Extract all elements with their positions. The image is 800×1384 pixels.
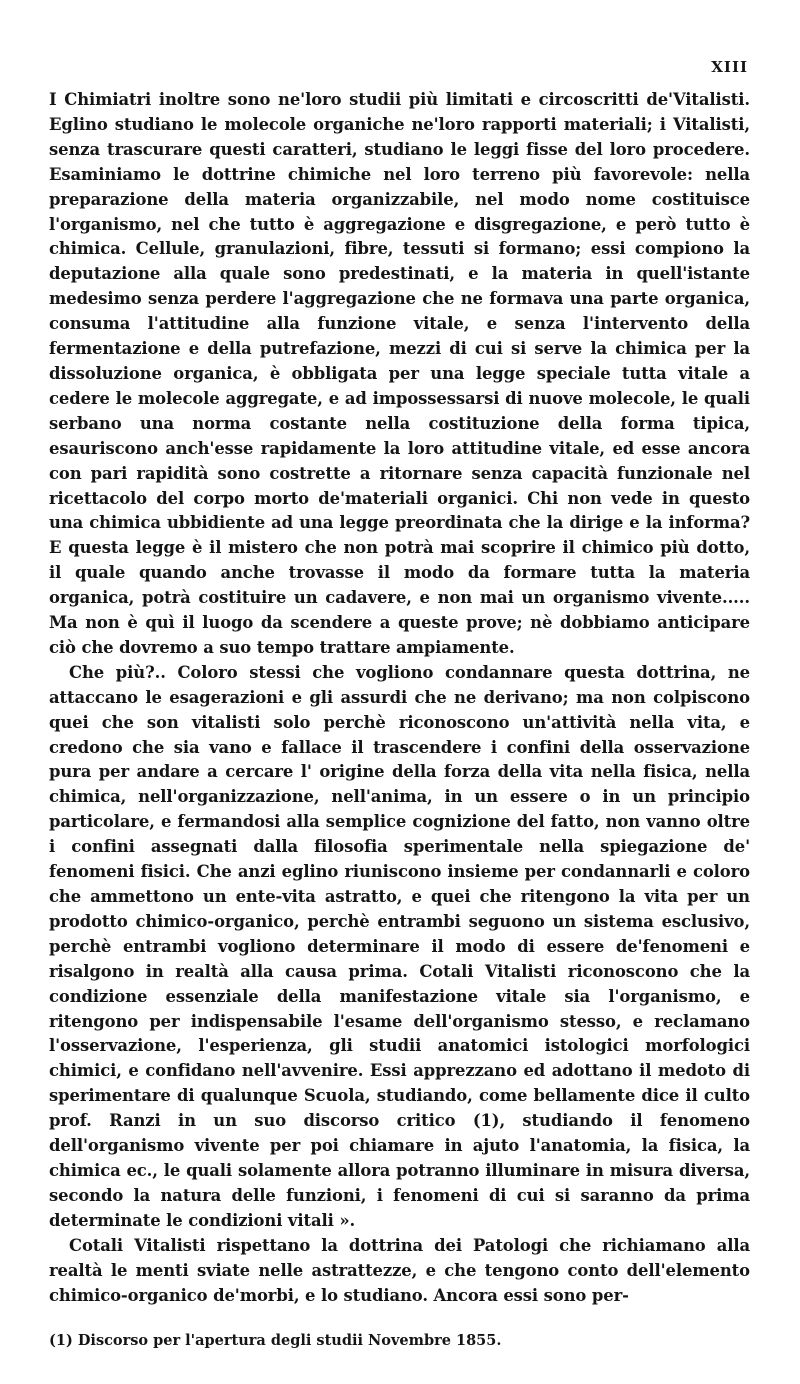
- page-number: XIII: [711, 58, 748, 76]
- paragraph-1: I Chimiatri inoltre sono ne'loro studii più limitati e circoscritti de'Vitalisti. Eglino studiano le molecole organiche ne'loro rapporti materiali; i Vitalisti, senza trascurare questi caratteri, studiano le leggi fisse del loro procedere. Esaminiamo le dottrine chimiche nel loro terreno più favorevole: nella preparazione della materia organizzabile, nel modo nome costituisce l'organismo, nel che tutto è aggregazione e disgregazione, e però tutto è chimica. Cellule, granulazioni, fibre, tessuti si formano; essi compiono la deputazione alla quale sono predestinati, e la materia in quell'istante medesimo senza perdere l'aggregazione che ne formava una parte organica, consuma l'attitudine alla funzione vitale, e senza l'intervento della fermentazione e della putrefazione, mezzi di cui si serve la chimica per la dissoluzione organica, è obbligata per una legge speciale tutta vitale a cedere le molecole aggregate, e ad impossessarsi di nuove molecole, le quali serbano una norma costante nella costituzione della forma tipica, esauriscono anch'esse rapidamente la loro attitudine vitale, ed esse ancora con pari rapidità sono costrette a ritornare senza capacità funzionale nel ricettacolo del corpo morto de'materiali organici. Chi non vede in questo una chimica ubbidiente ad una legge preordinata che la dirige e la informa? E questa legge è il mistero che non potrà mai scoprire il chimico più dotto, il quale quando anche trovasse il modo da formare tutta la materia organica, potrà costituire un cadavere, e non mai un organismo vivente..... Ma non è quì il luogo da scendere a queste prove; nè dobbiamo anticipare ciò che dovremo a suo tempo trattare ampiamente.: [49, 90, 750, 657]
- paragraph-2: Che più?.. Coloro stessi che vogliono condannare questa dottrina, ne attaccano le esagerazioni e gli assurdi che ne derivano; ma non colpiscono quei che son vitalisti solo perchè riconoscono un'attività nella vita, e credono che sia vano e fallace il trascendere i confini della osservazione pura per andare a cercare l' origine della forza della vita nella fisica, nella chimica, nell'organizzazione, nell'anima, in un essere o in un principio particolare, e fermandosi alla semplice cognizione del fatto, non vanno oltre i confini assegnati dalla filosofia sperimentale nella spiegazione de' fenomeni fisici. Che anzi eglino riuniscono insieme per condannarli e coloro che ammettono un ente-vita astratto, e quei che ritengono la vita per un prodotto chimico-organico, perchè entrambi seguono un sistema esclusivo, perchè entrambi vogliono determinare il modo di essere de'fenomeni e risalgono in realtà alla causa prima. Cotali Vitalisti riconoscono che la condizione essenziale della manifestazione vitale sia l'organismo, e ritengono per indispensabile l'esame dell'organismo stesso, e reclamano l'osservazione, l'esperienza, gli studii anatomici istologici morfologici chimici, e confidano nell'avvenire. Essi apprezzano ed adottano il medoto di sperimentare di qualunque Scuola, studiando, come bellamente dice il culto prof. Ranzi in un suo discorso critico (1), studiando il fenomeno dell'organismo vivente per poi chiamare in ajuto l'anatomia, la fisica, la chimica ec., le quali solamente allora potranno illuminare in misura diversa, secondo la natura delle funzioni, i fenomeni di cui si saranno da prima determinate le condizioni vitali ».: [49, 662, 750, 1230]
- paragraph-3: Cotali Vitalisti rispettano la dottrina dei Patologi che richiamano alla realtà le menti sviate nelle astrattezze, e che tengono conto dell'elemento chimico-organico de'morbi, e lo studiano. Ancora essi sono per-: [49, 1235, 750, 1305]
- body-text: [49, 88, 750, 1308]
- footnote: (1) Discorso per l'apertura degli studii Novembre 1855.: [49, 1332, 502, 1349]
